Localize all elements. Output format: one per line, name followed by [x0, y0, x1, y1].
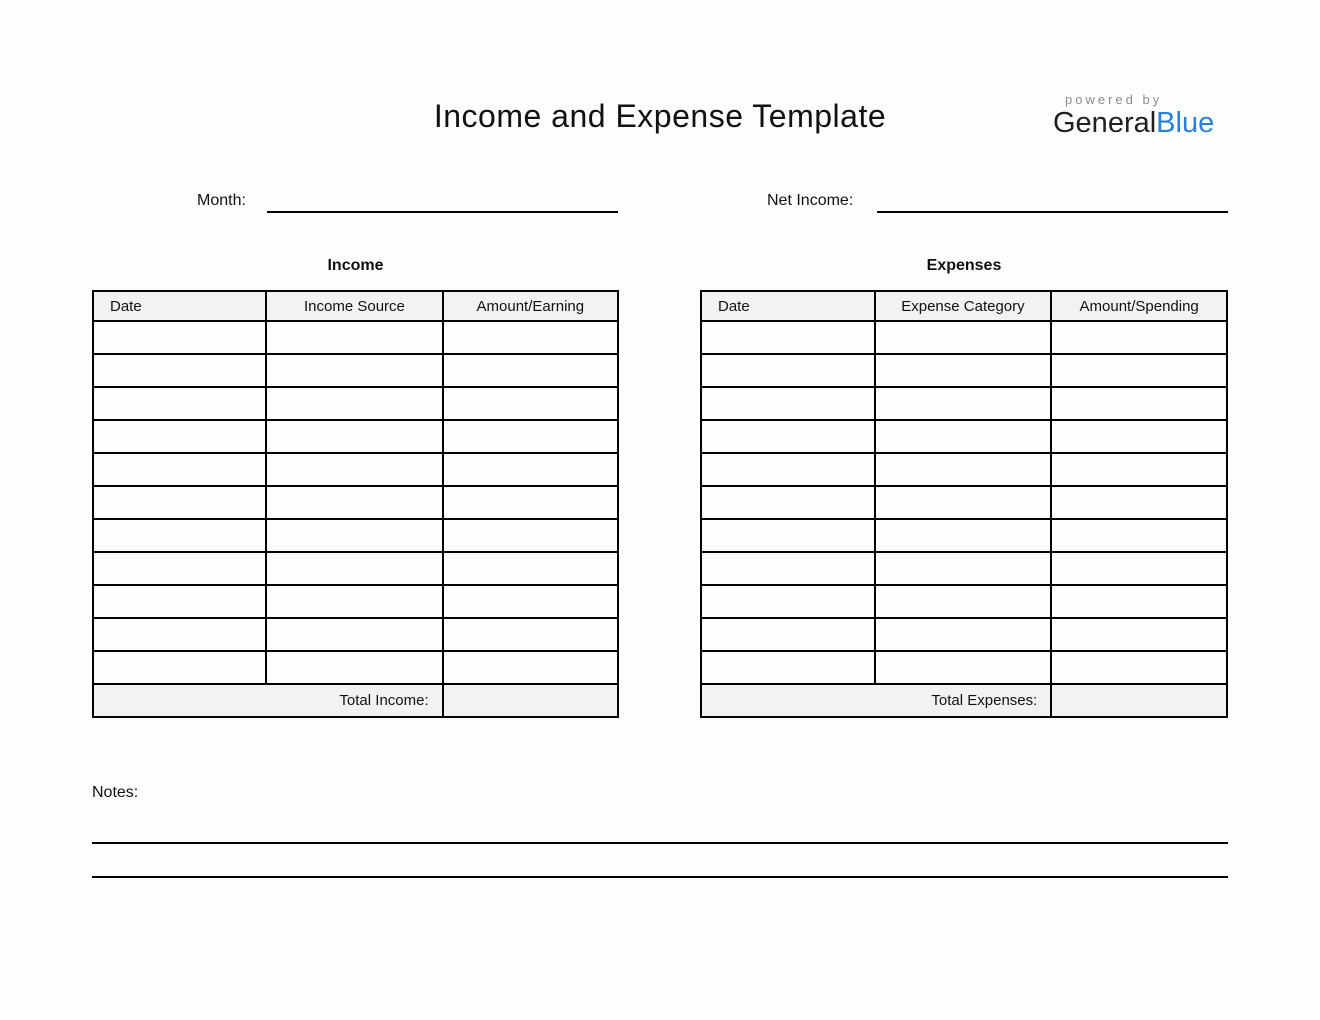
table-row: [701, 453, 1227, 486]
notes-label: Notes:: [92, 784, 139, 801]
expenses-total-row: [701, 684, 1227, 717]
empty-cell: [266, 354, 442, 387]
empty-cell: [266, 420, 442, 453]
empty-cell: [93, 486, 266, 519]
table-row: [701, 387, 1227, 420]
empty-cell: [875, 387, 1052, 420]
table-row: [93, 552, 618, 585]
empty-cell: [266, 519, 442, 552]
income-total-row: [93, 684, 618, 717]
empty-cell: [93, 651, 266, 684]
empty-cell: [701, 585, 875, 618]
brand-wordmark: [1053, 107, 1214, 139]
income-section-title: Income: [327, 257, 384, 274]
empty-cell: [266, 453, 442, 486]
empty-cell: [443, 453, 618, 486]
empty-cell: [443, 486, 618, 519]
notes-line-2: [92, 876, 1228, 878]
empty-cell: [875, 651, 1052, 684]
empty-cell: [266, 486, 442, 519]
empty-cell: [443, 354, 618, 387]
total-income-value-cell: [443, 684, 618, 717]
table-row: [701, 519, 1227, 552]
net-income-field-line: [877, 211, 1228, 213]
empty-cell: [1051, 585, 1227, 618]
expenses-table: [700, 290, 1228, 718]
empty-cell: [701, 519, 875, 552]
empty-cell: [701, 420, 875, 453]
empty-cell: [1051, 354, 1227, 387]
empty-cell: [1051, 519, 1227, 552]
empty-cell: [93, 618, 266, 651]
empty-cell: [701, 618, 875, 651]
notes-line-1: [92, 842, 1228, 844]
brand-blue-text: Blue: [1156, 107, 1215, 139]
page-title: Income and Expense Template: [433, 98, 887, 134]
empty-cell: [93, 585, 266, 618]
empty-cell: [875, 453, 1052, 486]
empty-cell: [266, 618, 442, 651]
column-header-amount-spending: Amount/Spending: [1051, 291, 1227, 321]
empty-cell: [443, 420, 618, 453]
expenses-header-row: [701, 291, 1227, 321]
empty-cell: [875, 354, 1052, 387]
empty-cell: [443, 618, 618, 651]
table-row: [701, 354, 1227, 387]
empty-cell: [1051, 453, 1227, 486]
table-row: [93, 354, 618, 387]
empty-cell: [701, 387, 875, 420]
empty-cell: [701, 453, 875, 486]
empty-cell: [875, 585, 1052, 618]
powered-by-tagline: powered by: [1065, 92, 1163, 107]
column-header-date: Date: [93, 291, 266, 321]
table-row: [701, 618, 1227, 651]
net-income-label: Net Income:: [767, 192, 854, 209]
empty-cell: [93, 354, 266, 387]
table-row: [93, 387, 618, 420]
empty-cell: [701, 486, 875, 519]
empty-cell: [93, 387, 266, 420]
empty-cell: [266, 651, 442, 684]
empty-cell: [93, 321, 266, 354]
total-expenses-label-cell: Total Expenses:: [701, 684, 1051, 717]
empty-cell: [1051, 420, 1227, 453]
empty-cell: [1051, 486, 1227, 519]
column-header-amount-earning: Amount/Earning: [443, 291, 618, 321]
empty-cell: [1051, 552, 1227, 585]
column-header-date: Date: [701, 291, 875, 321]
income-header-row: [93, 291, 618, 321]
table-row: [701, 651, 1227, 684]
brand-general-text: General: [1053, 107, 1157, 139]
income-table: [92, 290, 619, 718]
table-row: [93, 519, 618, 552]
empty-cell: [443, 321, 618, 354]
total-income-label-cell: Total Income:: [93, 684, 443, 717]
empty-cell: [875, 519, 1052, 552]
table-row: [93, 618, 618, 651]
table-row: [701, 486, 1227, 519]
column-header-expense-category: Expense Category: [875, 291, 1052, 321]
empty-cell: [443, 585, 618, 618]
empty-cell: [443, 651, 618, 684]
empty-cell: [443, 387, 618, 420]
table-row: [93, 321, 618, 354]
month-field-line: [267, 211, 618, 213]
table-row: [701, 552, 1227, 585]
table-row: [701, 321, 1227, 354]
table-row: [93, 651, 618, 684]
empty-cell: [875, 618, 1052, 651]
empty-cell: [266, 387, 442, 420]
empty-cell: [875, 486, 1052, 519]
month-label: Month:: [197, 192, 246, 209]
empty-cell: [875, 420, 1052, 453]
total-expenses-value-cell: [1051, 684, 1227, 717]
empty-cell: [93, 453, 266, 486]
table-row: [93, 585, 618, 618]
empty-cell: [701, 651, 875, 684]
empty-cell: [443, 519, 618, 552]
empty-cell: [1051, 321, 1227, 354]
empty-cell: [93, 552, 266, 585]
empty-cell: [875, 321, 1052, 354]
column-header-income-source: Income Source: [266, 291, 442, 321]
empty-cell: [1051, 618, 1227, 651]
table-row: [701, 420, 1227, 453]
empty-cell: [93, 519, 266, 552]
brand-logo: [1053, 92, 1233, 138]
empty-cell: [701, 321, 875, 354]
empty-cell: [443, 552, 618, 585]
table-row: [93, 453, 618, 486]
empty-cell: [266, 321, 442, 354]
table-row: [93, 420, 618, 453]
table-row: [93, 486, 618, 519]
empty-cell: [1051, 651, 1227, 684]
empty-cell: [701, 552, 875, 585]
empty-cell: [93, 420, 266, 453]
table-row: [701, 585, 1227, 618]
empty-cell: [266, 585, 442, 618]
empty-cell: [266, 552, 442, 585]
empty-cell: [875, 552, 1052, 585]
empty-cell: [701, 354, 875, 387]
expenses-section-title: Expenses: [926, 257, 1002, 274]
empty-cell: [1051, 387, 1227, 420]
